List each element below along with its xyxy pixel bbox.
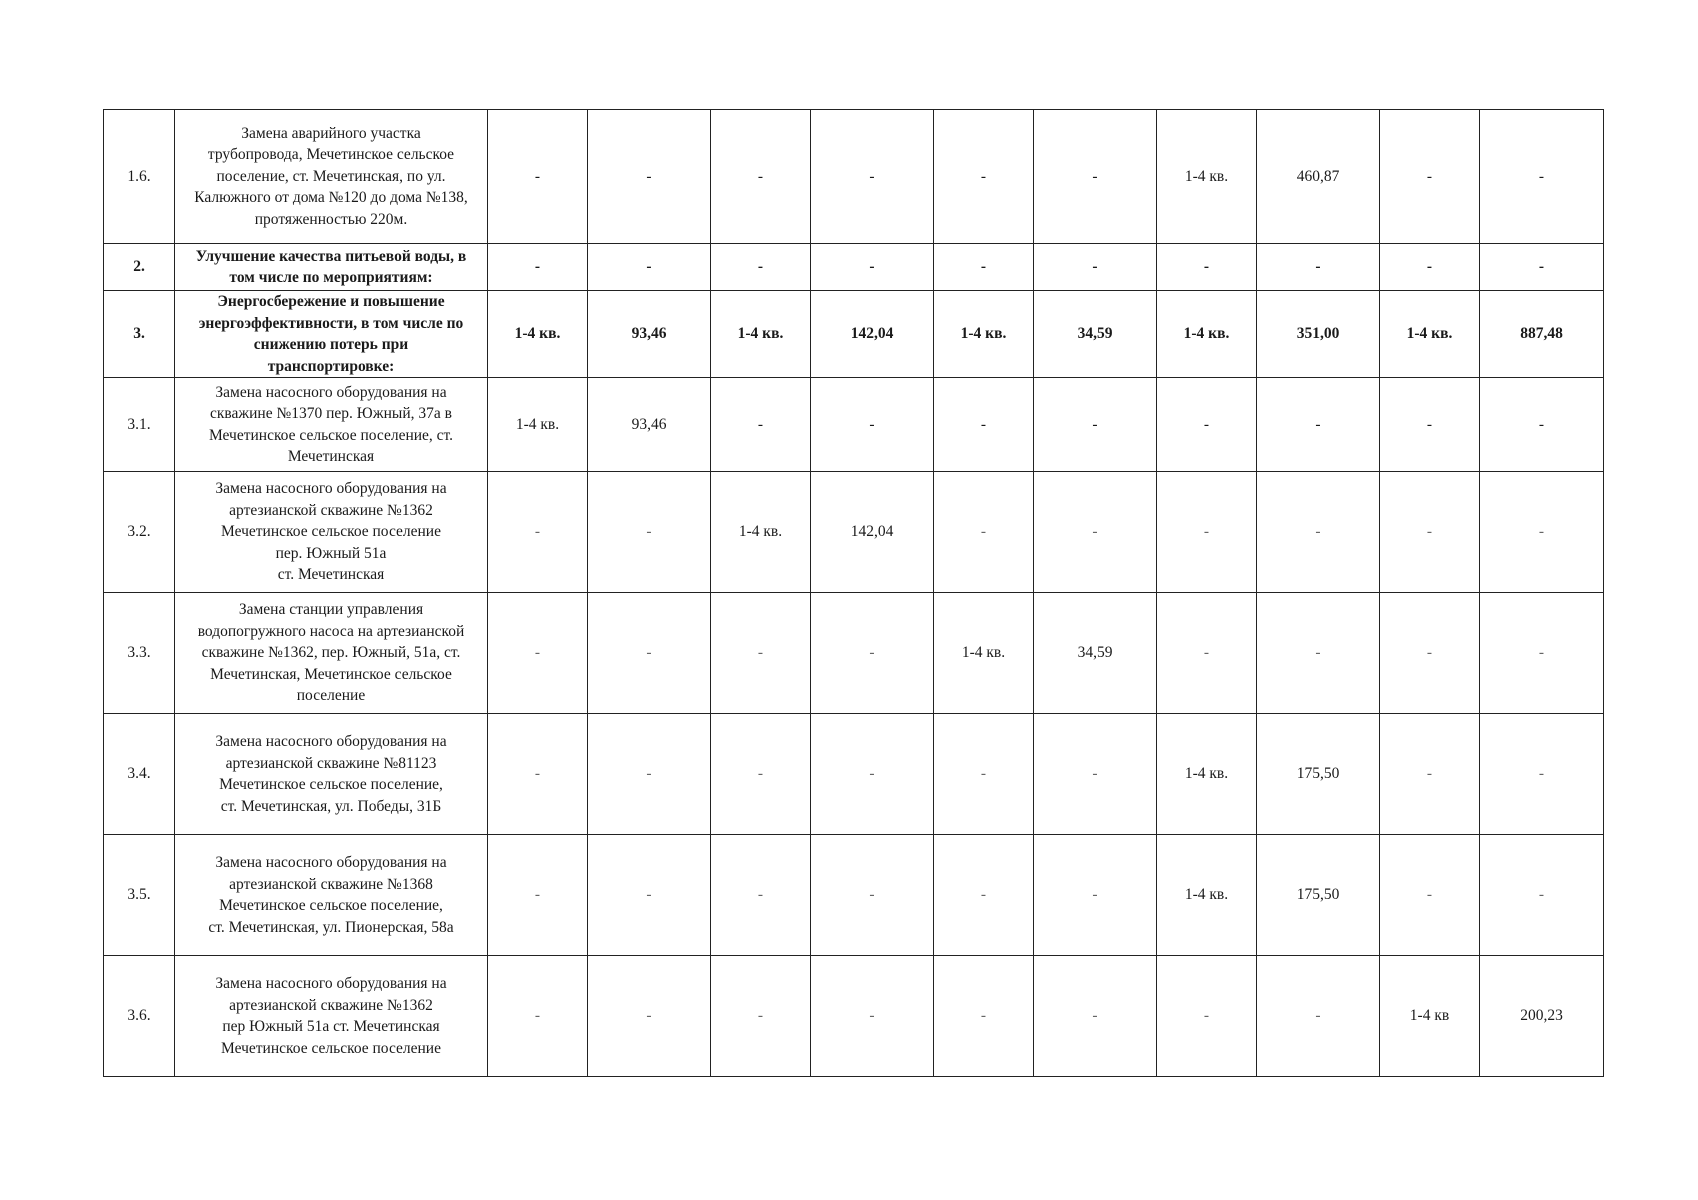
row-description: Замена насосного оборудования на артезианской скважине №81123 Мечетинское сельское поселение, ст. Мечетинская, ул. Победы, 31Б bbox=[175, 714, 488, 835]
table-row bbox=[104, 593, 1604, 714]
cell-period: 1-4 кв. bbox=[1157, 835, 1257, 956]
row-number: 3.2. bbox=[104, 472, 175, 593]
cell-period: - bbox=[711, 110, 811, 244]
table-row bbox=[104, 244, 1604, 291]
cell-period: - bbox=[934, 956, 1034, 1077]
cell-period: 1-4 кв. bbox=[488, 291, 588, 378]
cell-period: 1-4 кв. bbox=[711, 291, 811, 378]
cell-period: - bbox=[934, 110, 1034, 244]
cell-value: 200,23 bbox=[1480, 956, 1604, 1077]
cell-period: - bbox=[488, 472, 588, 593]
cell-period: 1-4 кв. bbox=[1380, 291, 1480, 378]
cell-value: - bbox=[1257, 378, 1380, 472]
cell-value: - bbox=[1257, 472, 1380, 593]
cell-period: - bbox=[488, 110, 588, 244]
cell-value: - bbox=[588, 714, 711, 835]
measures-table bbox=[103, 109, 1604, 1077]
cell-value: - bbox=[811, 835, 934, 956]
row-number: 3.4. bbox=[104, 714, 175, 835]
cell-value: 142,04 bbox=[811, 291, 934, 378]
cell-period: - bbox=[934, 835, 1034, 956]
cell-value: 142,04 bbox=[811, 472, 934, 593]
row-number: 3. bbox=[104, 291, 175, 378]
cell-value: 460,87 bbox=[1257, 110, 1380, 244]
cell-period: - bbox=[1157, 593, 1257, 714]
cell-period: 1-4 кв bbox=[1380, 956, 1480, 1077]
cell-value: - bbox=[1480, 835, 1604, 956]
cell-period: - bbox=[711, 835, 811, 956]
cell-value: - bbox=[588, 244, 711, 291]
cell-value: - bbox=[588, 835, 711, 956]
cell-period: - bbox=[934, 244, 1034, 291]
cell-value: - bbox=[588, 110, 711, 244]
cell-value: - bbox=[1034, 378, 1157, 472]
cell-period: - bbox=[711, 378, 811, 472]
cell-value: 34,59 bbox=[1034, 291, 1157, 378]
cell-period: - bbox=[711, 244, 811, 291]
cell-value: - bbox=[588, 593, 711, 714]
row-number: 2. bbox=[104, 244, 175, 291]
cell-value: - bbox=[588, 956, 711, 1077]
row-description: Замена насосного оборудования на артезианской скважине №1362 Мечетинское сельское поселение пер. Южный 51а ст. Мечетинская bbox=[175, 472, 488, 593]
cell-period: - bbox=[488, 593, 588, 714]
cell-period: 1-4 кв. bbox=[711, 472, 811, 593]
row-number: 3.5. bbox=[104, 835, 175, 956]
cell-value: 93,46 bbox=[588, 378, 711, 472]
cell-period: - bbox=[934, 378, 1034, 472]
cell-value: 175,50 bbox=[1257, 714, 1380, 835]
cell-period: - bbox=[1157, 956, 1257, 1077]
cell-period: 1-4 кв. bbox=[934, 593, 1034, 714]
row-description: Энергосбережение и повышение энергоэффективности, в том числе по снижению потерь при транспортировке: bbox=[175, 291, 488, 378]
cell-value: - bbox=[811, 110, 934, 244]
cell-period: - bbox=[488, 244, 588, 291]
cell-value: 34,59 bbox=[1034, 593, 1157, 714]
cell-value: 175,50 bbox=[1257, 835, 1380, 956]
cell-value: - bbox=[588, 472, 711, 593]
row-description: Замена станции управления водопогружного насоса на артезианской скважине №1362, пер. Южный, 51а, ст. Мечетинская, Мечетинское сельское поселение bbox=[175, 593, 488, 714]
cell-value: - bbox=[1480, 714, 1604, 835]
cell-value: 351,00 bbox=[1257, 291, 1380, 378]
cell-period: 1-4 кв. bbox=[1157, 291, 1257, 378]
cell-period: - bbox=[711, 956, 811, 1077]
row-description: Улучшение качества питьевой воды, в том числе по мероприятиям: bbox=[175, 244, 488, 291]
cell-period: - bbox=[1380, 378, 1480, 472]
cell-period: - bbox=[1380, 835, 1480, 956]
table-row bbox=[104, 472, 1604, 593]
table-row bbox=[104, 714, 1604, 835]
cell-value: - bbox=[1257, 244, 1380, 291]
cell-period: - bbox=[1157, 244, 1257, 291]
cell-period: - bbox=[934, 472, 1034, 593]
cell-period: 1-4 кв. bbox=[488, 378, 588, 472]
cell-period: - bbox=[934, 714, 1034, 835]
cell-period: - bbox=[1380, 110, 1480, 244]
cell-period: - bbox=[1157, 378, 1257, 472]
cell-value: 93,46 bbox=[588, 291, 711, 378]
row-number: 3.1. bbox=[104, 378, 175, 472]
cell-value: - bbox=[1034, 835, 1157, 956]
cell-value: - bbox=[1480, 110, 1604, 244]
cell-value: - bbox=[1034, 472, 1157, 593]
cell-value: - bbox=[811, 593, 934, 714]
row-number: 3.6. bbox=[104, 956, 175, 1077]
row-description: Замена насосного оборудования на артезианской скважине №1368 Мечетинское сельское поселение, ст. Мечетинская, ул. Пионерская, 58а bbox=[175, 835, 488, 956]
row-description: Замена насосного оборудования на артезианской скважине №1362 пер Южный 51а ст. Мечетинская Мечетинское сельское поселение bbox=[175, 956, 488, 1077]
cell-period: - bbox=[1380, 714, 1480, 835]
cell-value: - bbox=[811, 956, 934, 1077]
cell-value: - bbox=[1034, 714, 1157, 835]
cell-period: - bbox=[1380, 244, 1480, 291]
table-row bbox=[104, 956, 1604, 1077]
cell-period: 1-4 кв. bbox=[1157, 110, 1257, 244]
cell-period: - bbox=[488, 956, 588, 1077]
cell-value: - bbox=[1480, 472, 1604, 593]
cell-value: - bbox=[1034, 110, 1157, 244]
cell-period: 1-4 кв. bbox=[934, 291, 1034, 378]
row-number: 3.3. bbox=[104, 593, 175, 714]
cell-value: - bbox=[811, 378, 934, 472]
row-number: 1.6. bbox=[104, 110, 175, 244]
table-row bbox=[104, 378, 1604, 472]
cell-period: - bbox=[711, 714, 811, 835]
cell-value: - bbox=[1480, 244, 1604, 291]
cell-period: - bbox=[711, 593, 811, 714]
cell-period: - bbox=[1157, 472, 1257, 593]
cell-value: - bbox=[1034, 956, 1157, 1077]
cell-value: - bbox=[1480, 593, 1604, 714]
cell-value: - bbox=[1257, 956, 1380, 1077]
cell-period: 1-4 кв. bbox=[1157, 714, 1257, 835]
cell-value: - bbox=[1480, 378, 1604, 472]
row-description: Замена насосного оборудования на скважине №1370 пер. Южный, 37а в Мечетинское сельское поселение, ст. Мечетинская bbox=[175, 378, 488, 472]
row-description: Замена аварийного участка трубопровода, Мечетинское сельское поселение, ст. Мечетинская, по ул. Калюжного от дома №120 до дома №138, протяженностью 220м. bbox=[175, 110, 488, 244]
table-row bbox=[104, 835, 1604, 956]
cell-period: - bbox=[1380, 593, 1480, 714]
cell-value: - bbox=[811, 244, 934, 291]
cell-value: - bbox=[1257, 593, 1380, 714]
table-row bbox=[104, 291, 1604, 378]
cell-period: - bbox=[488, 714, 588, 835]
cell-period: - bbox=[1380, 472, 1480, 593]
cell-value: - bbox=[811, 714, 934, 835]
cell-value: 887,48 bbox=[1480, 291, 1604, 378]
table-row bbox=[104, 110, 1604, 244]
cell-period: - bbox=[488, 835, 588, 956]
cell-value: - bbox=[1034, 244, 1157, 291]
